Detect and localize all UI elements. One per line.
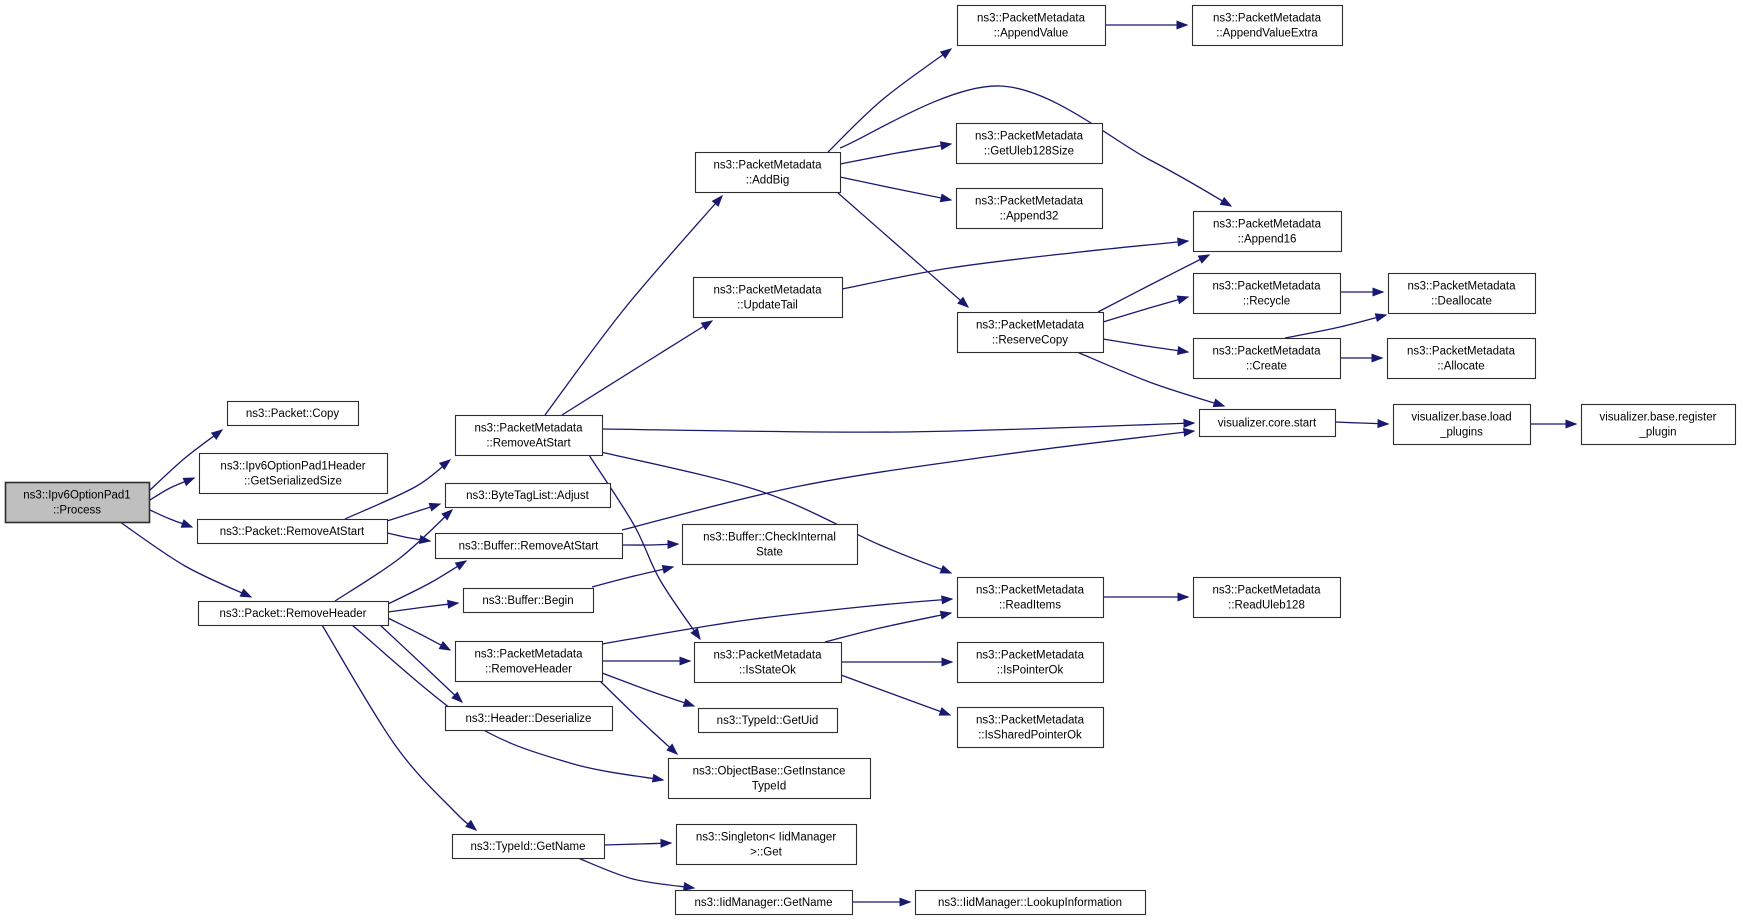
graph-node-label: ns3::PacketMetadata ::Append32	[974, 195, 1084, 223]
edge-packet-remove-header-to-pm-remove-header	[388, 618, 450, 650]
graph-node-label: ns3::Buffer::RemoveAtStart	[458, 540, 599, 553]
edge-buffer-begin-to-checkinternalstate	[592, 566, 673, 587]
arrowhead-icon	[1178, 593, 1188, 601]
edge-packet-remove-header-to-buffer-begin	[388, 600, 458, 612]
edge-iidmanager-getname-to-lookup-information	[852, 898, 910, 906]
graph-node-label: ns3::ObjectBase::GetInstance TypeId	[692, 765, 846, 793]
edge-addbig-to-appendvalue	[828, 49, 951, 152]
graph-node-addbig[interactable]	[696, 153, 841, 193]
arrowhead-icon	[1372, 354, 1382, 362]
arrowhead-icon	[661, 840, 671, 848]
graph-node-label: ns3::Buffer::CheckInternal State	[703, 531, 836, 559]
arrowhead-icon	[1373, 288, 1383, 296]
arrowhead-icon	[439, 642, 450, 650]
edge-addbig-to-getuleb128size	[840, 142, 951, 164]
graph-node-getuid[interactable]	[699, 709, 838, 733]
graph-node-label: ns3::PacketMetadata ::AddBig	[713, 159, 822, 187]
arrowhead-icon	[1178, 347, 1188, 355]
arrowhead-icon	[942, 658, 952, 666]
graph-node-pm-remove-header[interactable]	[456, 642, 603, 682]
graph-node-vis-register-plugin[interactable]	[1582, 405, 1736, 445]
graph-node-packet-copy[interactable]	[228, 402, 359, 426]
arrowhead-icon	[668, 541, 678, 549]
edge-pm-remove-header-to-isstateok	[602, 657, 690, 665]
arrowhead-icon	[941, 49, 951, 58]
graph-node-label: ns3::IidManager::LookupInformation	[937, 897, 1123, 909]
graph-node-pm-remove-at-start[interactable]	[456, 416, 603, 456]
graph-node-create[interactable]	[1194, 339, 1341, 379]
graph-node-label: visualizer.core.start	[1217, 417, 1317, 430]
edge-packet-remove-header-to-buffer-remove-at-start	[388, 561, 466, 604]
arrowhead-icon	[456, 561, 467, 570]
edge-buffer-remove-at-start-to-checkinternalstate	[622, 541, 678, 549]
edge-addbig-to-reservecopy	[838, 193, 968, 307]
edge-isstateok-to-issharedpointerok	[841, 675, 950, 715]
graph-node-append32[interactable]	[957, 189, 1103, 229]
arrowhead-icon	[240, 589, 251, 597]
graph-node-lookup-information[interactable]	[916, 891, 1146, 915]
graph-node-appendvalue[interactable]	[958, 6, 1106, 46]
graph-node-label: ns3::TypeId::GetUid	[716, 715, 819, 727]
graph-node-typeid-getname[interactable]	[453, 835, 605, 859]
arrowhead-icon	[429, 503, 440, 510]
graph-node-label: ns3::Buffer::Begin	[482, 595, 574, 607]
graph-node-label: ns3::IidManager::GetName	[694, 897, 833, 909]
edge-pm-remove-header-to-getuid	[602, 673, 694, 706]
graph-node-buffer-remove-at-start[interactable]	[436, 534, 623, 559]
graph-node-process[interactable]	[6, 483, 150, 523]
arrowhead-icon	[1184, 429, 1194, 437]
arrowhead-icon	[942, 596, 952, 604]
graph-node-bytetaglist-adjust[interactable]	[446, 484, 611, 508]
edge-create-to-deallocate	[1285, 314, 1386, 338]
edge-packet-remove-header-to-header-deserialize	[380, 625, 462, 702]
node-layer	[6, 6, 1736, 915]
graph-node-label: ns3::PacketMetadata ::AppendValueExtra	[1212, 12, 1322, 40]
edge-addbig-to-append32	[840, 177, 951, 202]
arrowhead-icon	[183, 478, 194, 485]
arrowhead-icon	[940, 566, 951, 573]
arrowhead-icon	[1198, 255, 1209, 263]
graph-node-label: ns3::Packet::Copy	[245, 408, 340, 420]
graph-node-reservecopy[interactable]	[958, 313, 1104, 353]
arrowhead-icon	[181, 520, 192, 527]
graph-node-label: ns3::PacketMetadata ::IsPointerOk	[975, 649, 1085, 677]
graph-node-get-serialized-size[interactable]	[200, 454, 388, 494]
edge-isstateok-to-ispointerok	[841, 658, 952, 666]
graph-node-label: ns3::PacketMetadata ::ReserveCopy	[975, 319, 1085, 347]
arrowhead-icon	[466, 821, 476, 830]
graph-node-label: ns3::PacketMetadata ::ReadUleb128	[1212, 584, 1321, 612]
graph-node-append16[interactable]	[1194, 212, 1342, 252]
graph-node-label: ns3::PacketMetadata ::Append16	[1212, 218, 1322, 246]
arrowhead-icon	[448, 600, 458, 608]
edge-process-to-get-serialized-size	[150, 478, 194, 500]
arrowhead-icon	[940, 194, 951, 201]
graph-node-deallocate[interactable]	[1389, 274, 1536, 314]
edge-create-to-allocate	[1340, 354, 1382, 362]
graph-node-header-deserialize[interactable]	[446, 707, 613, 731]
edge-pm-remove-at-start-to-vis-start	[603, 420, 1194, 433]
arrowhead-icon	[691, 629, 700, 639]
graph-node-packet-remove-at-start[interactable]	[198, 520, 388, 544]
arrowhead-icon	[900, 898, 910, 906]
arrowhead-icon	[653, 775, 664, 782]
graph-node-label: ns3::PacketMetadata ::RemoveAtStart	[474, 422, 583, 450]
edge-vis-start-to-vis-load-plugins	[1335, 420, 1388, 428]
arrowhead-icon	[1378, 420, 1388, 428]
arrowhead-icon	[680, 657, 690, 665]
edge-pm-remove-header-to-readitems	[602, 596, 952, 644]
graph-node-label: ns3::Packet::RemoveAtStart	[219, 526, 365, 538]
arrowhead-icon	[1184, 420, 1194, 428]
edge-process-to-packet-remove-at-start	[150, 510, 192, 527]
graph-node-label: ns3::TypeId::GetName	[470, 841, 586, 853]
graph-node-label: ns3::PacketMetadata ::RemoveHeader	[474, 648, 583, 676]
graph-node-packet-remove-header[interactable]	[199, 602, 389, 626]
arrowhead-icon	[941, 142, 952, 150]
graph-node-isstateok[interactable]	[695, 643, 842, 683]
graph-node-label: ns3::PacketMetadata ::IsSharedPointerOk	[975, 714, 1085, 742]
arrowhead-icon	[940, 611, 951, 619]
graph-node-checkinternalstate[interactable]	[683, 525, 858, 565]
graph-node-label: ns3::PacketMetadata ::Recycle	[1212, 280, 1321, 308]
graph-node-updatetail[interactable]	[694, 278, 843, 318]
arrowhead-icon	[702, 321, 713, 330]
arrowhead-icon	[684, 883, 694, 891]
graph-node-buffer-begin[interactable]	[464, 589, 594, 613]
arrowhead-icon	[1220, 198, 1231, 206]
graph-node-label: ns3::Header::Deserialize	[465, 713, 592, 725]
edge-reservecopy-to-append16	[1098, 255, 1209, 312]
edge-recycle-to-deallocate	[1340, 288, 1383, 296]
graph-node-label: ns3::ByteTagList::Adjust	[466, 490, 589, 502]
edge-pm-remove-at-start-to-updatetail	[562, 321, 712, 415]
edge-appendvalue-to-appendvalueextra	[1105, 21, 1187, 29]
graph-node-vis-load-plugins[interactable]	[1394, 405, 1531, 445]
graph-node-label: visualizer.base.load _plugins	[1411, 411, 1512, 439]
arrowhead-icon	[1177, 296, 1188, 303]
arrowhead-icon	[1375, 314, 1386, 321]
graph-node-label: visualizer.base.register _plugin	[1599, 411, 1717, 439]
graph-node-label: ns3::PacketMetadata ::ReadItems	[975, 584, 1085, 612]
arrowhead-icon	[212, 430, 222, 439]
graph-node-get-instance-type-id[interactable]	[669, 759, 871, 799]
arrowhead-icon	[939, 708, 950, 715]
graph-node-iidmanager-getname[interactable]	[676, 891, 853, 915]
graph-node-label: ns3::Singleton< IidManager >::Get	[695, 831, 837, 859]
graph-node-allocate[interactable]	[1388, 339, 1536, 379]
graph-node-ispointerok[interactable]	[958, 643, 1104, 683]
graph-node-label: ns3::PacketMetadata ::Create	[1212, 345, 1321, 373]
graph-node-label: ns3::PacketMetadata ::AppendValue	[976, 12, 1086, 40]
edge-isstateok-to-readitems	[825, 611, 951, 642]
edge-updatetail-to-append16	[842, 238, 1188, 289]
graph-node-label: ns3::Ipv6OptionPad1Header ::GetSerializedSize	[220, 460, 366, 488]
arrowhead-icon	[1178, 238, 1188, 246]
arrowhead-icon	[1213, 399, 1224, 406]
graph-node-label: ns3::PacketMetadata ::GetUleb128Size	[974, 130, 1084, 158]
graph-node-label: ns3::Ipv6OptionPad1 ::Process	[23, 489, 131, 517]
arrowhead-icon	[662, 566, 673, 573]
graph-node-appendvalueextra[interactable]	[1193, 6, 1343, 46]
graph-node-readitems[interactable]	[958, 578, 1104, 618]
edge-readitems-to-readuleb128	[1103, 593, 1188, 601]
graph-node-recycle[interactable]	[1194, 274, 1341, 314]
edge-reservecopy-to-create	[1103, 339, 1188, 354]
graph-node-label: ns3::PacketMetadata ::Allocate	[1406, 345, 1516, 373]
edge-typeid-getname-to-singleton-get	[604, 840, 671, 848]
edge-buffer-remove-at-start-to-vis-start	[622, 429, 1194, 531]
graph-node-label: ns3::PacketMetadata ::UpdateTail	[713, 284, 822, 312]
edge-reservecopy-to-recycle	[1103, 296, 1188, 322]
graph-node-issharedpointerok[interactable]	[958, 708, 1104, 748]
graph-node-label: ns3::PacketMetadata ::Deallocate	[1407, 280, 1516, 308]
edge-packet-remove-at-start-to-bytetaglist-adjust	[387, 503, 440, 521]
arrowhead-icon	[1177, 21, 1187, 29]
graph-node-label: ns3::PacketMetadata ::IsStateOk	[713, 649, 822, 677]
graph-node-singleton-get[interactable]	[677, 825, 857, 865]
arrowhead-icon	[1566, 420, 1576, 428]
edge-vis-load-plugins-to-vis-register-plugin	[1530, 420, 1576, 428]
graph-node-readuleb128[interactable]	[1194, 578, 1341, 618]
graph-node-vis-start[interactable]	[1200, 410, 1336, 437]
graph-node-getuleb128size[interactable]	[957, 124, 1103, 164]
graph-node-label: ns3::Packet::RemoveHeader	[219, 608, 367, 620]
arrowhead-icon	[683, 699, 694, 706]
